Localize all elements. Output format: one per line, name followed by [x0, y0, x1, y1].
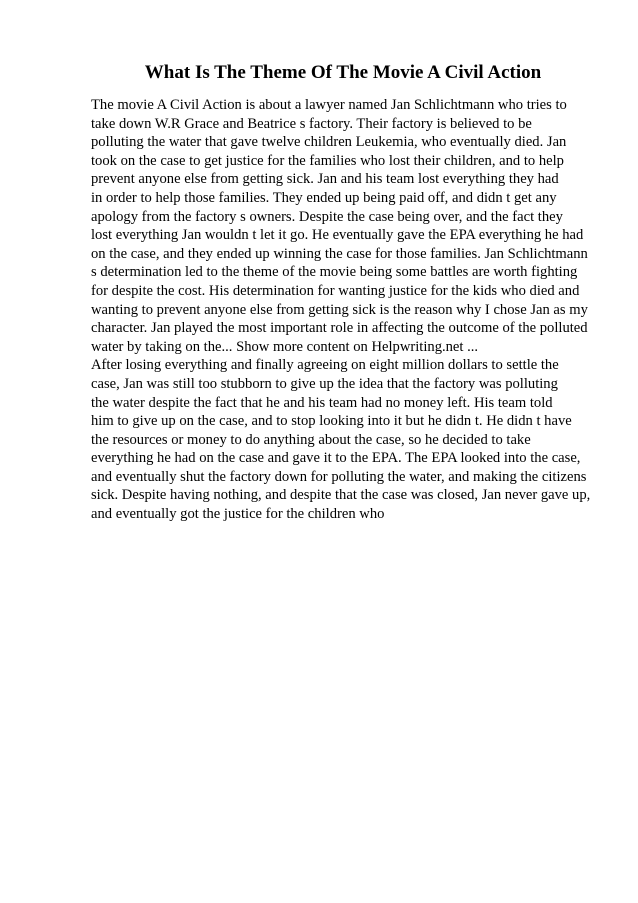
- body-line: apology from the factory s owners. Despite the case being over, and the fact they: [91, 208, 563, 225]
- body-line: lost everything Jan wouldn t let it go. He eventually gave the EPA everything he had: [91, 227, 584, 244]
- body-line: water by taking on the... Show more content on Helpwriting.net ...: [91, 338, 479, 355]
- body-line: wanting to prevent anyone else from getting sick is the reason why I chose Jan as my: [91, 301, 588, 318]
- body-line: polluting the water that gave twelve children Leukemia, who eventually died. Jan: [91, 134, 567, 151]
- body-line: character. Jan played the most important role in affecting the outcome of the polluted: [91, 320, 588, 337]
- body-line: take down W.R Grace and Beatrice s factory. Their factory is believed to be: [91, 115, 532, 132]
- body-line: in order to help those families. They ended up being paid off, and didn t get any: [91, 189, 557, 206]
- body-line: and eventually shut the factory down for polluting the water, and making the citizens: [91, 468, 587, 485]
- body-line: After losing everything and finally agreeing on eight million dollars to settle the: [91, 357, 559, 374]
- body-line: and eventually got the justice for the children who: [91, 506, 385, 523]
- body-line: him to give up on the case, and to stop looking into it but he didn t. He didn t have: [91, 413, 572, 430]
- body-line: on the case, and they ended up winning the case for those families. Jan Schlichtmann: [91, 245, 588, 262]
- body-line: the water despite the fact that he and his team had no money left. His team told: [91, 394, 553, 411]
- body-line: The movie A Civil Action is about a lawyer named Jan Schlichtmann who tries to: [91, 97, 567, 113]
- body-line: took on the case to get justice for the families who lost their children, and to help: [91, 152, 564, 169]
- body-line: for despite the cost. His determination for wanting justice for the kids who died and: [91, 282, 580, 299]
- body-line: case, Jan was still too stubborn to give up the idea that the factory was polluting: [91, 375, 558, 392]
- document-body: [91, 96, 611, 524]
- body-line: the resources or money to do anything about the case, so he decided to take: [91, 431, 531, 448]
- document-title: What Is The Theme Of The Movie A Civil Action: [144, 62, 542, 83]
- body-line: s determination led to the theme of the movie being some battles are worth fighting: [91, 264, 578, 281]
- body-line: sick. Despite having nothing, and despite that the case was closed, Jan never gave up,: [91, 487, 591, 504]
- body-line: prevent anyone else from getting sick. Jan and his team lost everything they had: [91, 171, 559, 188]
- body-line: everything he had on the case and gave it to the EPA. The EPA looked into the case,: [91, 450, 581, 467]
